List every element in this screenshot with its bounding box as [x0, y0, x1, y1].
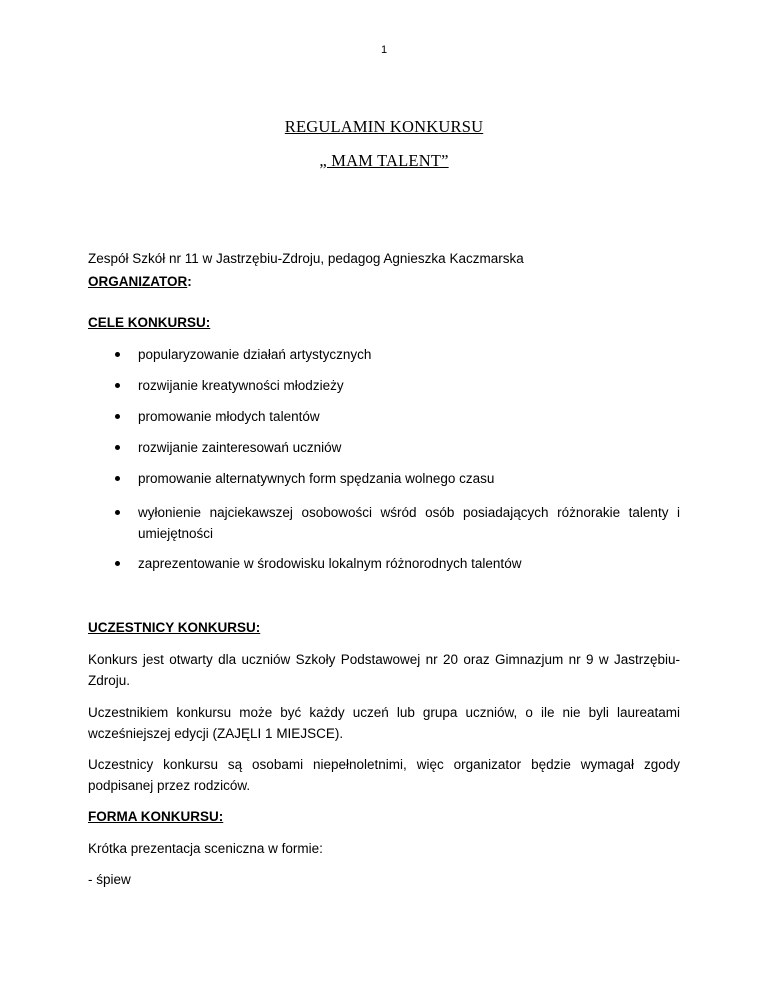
participants-heading: UCZESTNICY KONKURSU:	[88, 620, 261, 635]
organizer-text: Zespół Szkół nr 11 w Jastrzębiu-Zdroju, pedagog Agnieszka Kaczmarska	[88, 251, 524, 266]
participants-paragraph: Konkurs jest otwarty dla uczniów Szkoły Podstawowej nr 20 oraz Gimnazjum nr 9 w Jastrzębiu-Zdroju.	[88, 652, 680, 688]
goals-item-text: rozwijanie kreatywności młodzieży	[138, 378, 344, 393]
form-item: - śpiew	[88, 872, 131, 887]
organizer-heading-colon: :	[187, 274, 192, 289]
form-heading: FORMA KONKURSU:	[88, 809, 224, 824]
bullet-icon	[115, 352, 120, 357]
goals-heading: CELE KONKURSU:	[88, 315, 211, 330]
document-title: REGULAMIN KONKURSU	[284, 117, 484, 136]
goals-item-text: popularyzowanie działań artystycznych	[138, 347, 372, 362]
organizer-heading-line	[88, 271, 680, 292]
goals-item-text: zaprezentowanie w środowisku lokalnym różnorodnych talentów	[138, 556, 522, 571]
goals-item-text: rozwijanie zainteresowań uczniów	[138, 440, 342, 455]
page-number: 1	[380, 44, 388, 56]
form-intro: Krótka prezentacja sceniczna w formie:	[88, 841, 323, 856]
organizer-heading: ORGANIZATOR	[88, 274, 188, 289]
bullet-icon	[115, 383, 120, 388]
goals-item-text: wyłonienie najciekawszej osobowości wśród osób posiadających różnorakie talenty i umiejętności	[138, 505, 680, 541]
bullet-icon	[115, 561, 120, 566]
participants-paragraph: Uczestnicy konkursu są osobami niepełnoletnimi, więc organizator będzie wymagał zgody podpisanej przez rodziców.	[88, 757, 680, 793]
participants-paragraph: Uczestnikiem konkursu może być każdy uczeń lub grupa uczniów, o ile nie byli laureatami wcześniejszej edycji (ZAJĘLI 1 MIEJSCE).	[88, 705, 680, 741]
bullet-icon	[115, 445, 120, 450]
bullet-icon	[115, 476, 120, 481]
goals-item-text: promowanie alternatywnych form spędzania wolnego czasu	[138, 471, 495, 486]
bullet-icon	[115, 414, 120, 419]
bullet-icon	[115, 510, 120, 515]
document-subtitle: „ MAM TALENT”	[319, 151, 449, 170]
goals-item-text: promowanie młodych talentów	[138, 409, 320, 424]
